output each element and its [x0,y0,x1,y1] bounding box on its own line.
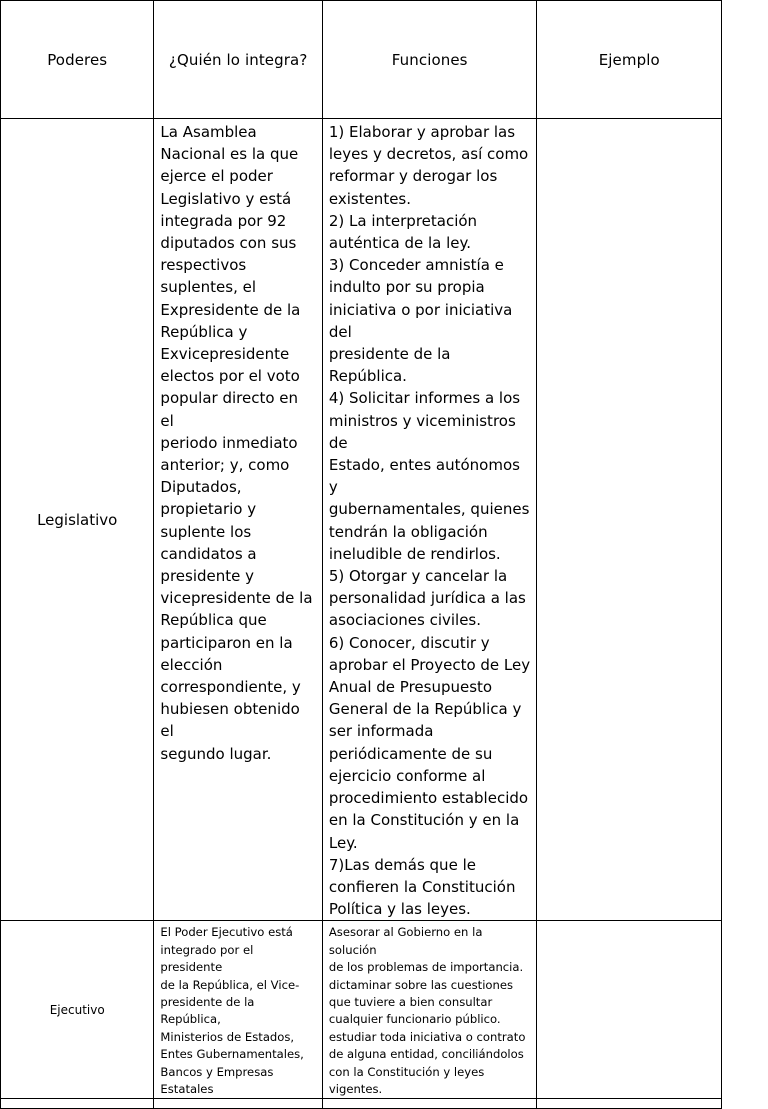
cell-partial-4 [537,1099,722,1109]
header-ejemplo: Ejemplo [537,1,722,119]
table-row-legislativo [1,119,722,921]
cell-partial-1 [1,1099,154,1109]
table-header-row [1,1,722,119]
cell-quien-legislativo [154,119,322,921]
header-poderes: Poderes [1,1,154,119]
cell-partial-2 [154,1099,322,1109]
table-row-partial [1,1099,722,1109]
cell-poder-ejecutivo: Ejecutivo [1,921,154,1099]
cell-ejemplo-legislativo [537,119,722,921]
cell-quien-ejecutivo [154,921,322,1099]
quien-ejecutivo-text: El Poder Ejecutivo está integrado por el presidente de la República, el Vice- presidente de la República, Ministerios de Estados, Entes Gubernamentales, Bancos y Empresas Estatales [160,925,304,1096]
cell-partial-3 [322,1099,537,1109]
cell-ejemplo-ejecutivo [537,921,722,1099]
cell-poder-legislativo: Legislativo [1,119,154,921]
cell-funciones-ejecutivo [322,921,537,1099]
table-row-ejecutivo [1,921,722,1099]
funciones-ejecutivo-text: Asesorar al Gobierno en la solución de los problemas de importancia. dictaminar sobre las cuestiones que tuviere a bien consultar cualquier funcionario público. estudiar toda iniciativa o contrato de alguna entidad, conciliándolos con la Constitución y leyes vigentes. [328,925,526,1096]
quien-legislativo-text: La Asamblea Nacional es la que ejerce el poder Legislativo y está integrada por 92 diputados con sus respectivos suplentes, el Expresidente de la República y Exvicepresidente electos por el voto popular directo en el periodo inmediato anterior; y, como Diputados, propietario y suplente los candidatos a presidente y vicepresidente de la República que participaron en la elección correspondiente, y hubiesen obtenido el segundo lugar. [160,123,313,763]
header-funciones: Funciones [322,1,537,119]
cell-funciones-legislativo [322,119,537,921]
funciones-legislativo-text: 1) Elaborar y aprobar las leyes y decretos, así como reformar y derogar los existentes. 2) La interpretación auténtica de la ley. 3) Conceder amnistía e indulto por su propia iniciativa o por iniciativa del presidente de la República. 4) Solicitar informes a los ministros y viceministros de Estado, entes autónomos y gubernamentales, quienes tendrán la obligación ineludible de rendirlos. 5) Otorgar y cancelar la personalidad jurídica a las asociaciones civiles. 6) Conocer, discutir y aprobar el Proyecto de Ley Anual de Presupuesto General de la República y ser informada periódicamente de su ejercicio conforme al procedimiento establecido en la Constitución y en la Ley. 7)Las demás que le confieren la Constitución Política y las leyes. [328,123,531,919]
header-quien-lo-integra: ¿Quién lo integra? [154,1,322,119]
